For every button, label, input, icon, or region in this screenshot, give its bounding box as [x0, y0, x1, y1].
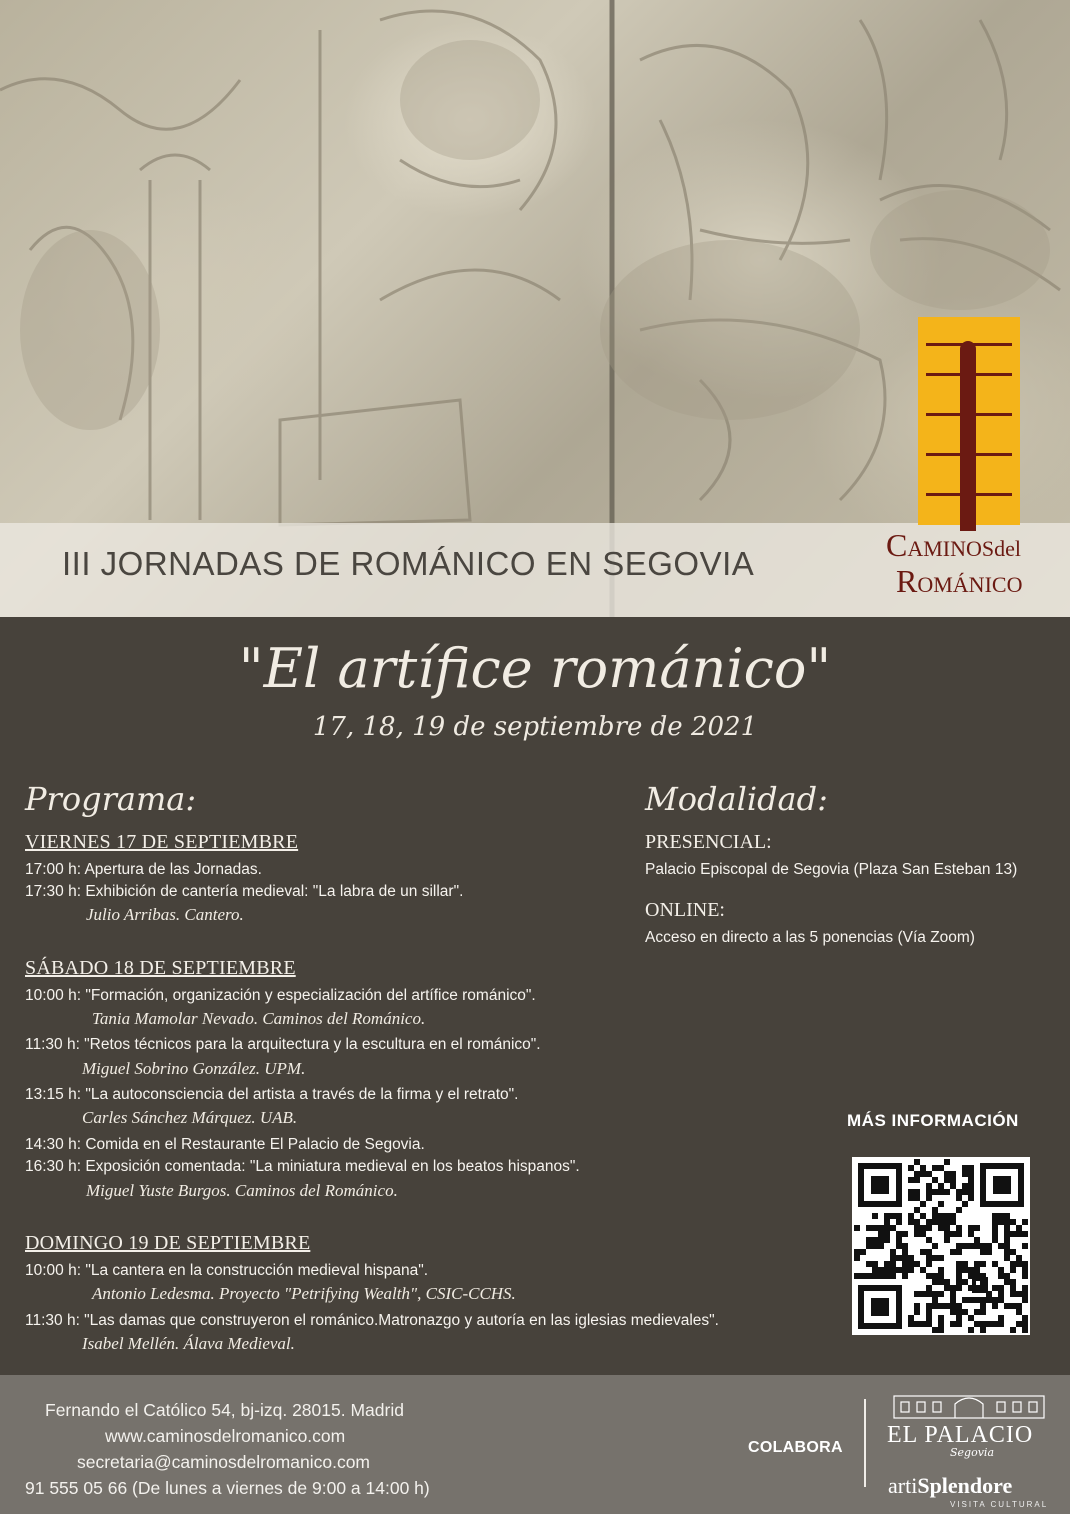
footer-email-link[interactable]: secretaria@caminosdelromanico.com	[77, 1452, 371, 1472]
event-series-title: III JORNADAS DE ROMÁNICO EN SEGOVIA	[62, 545, 755, 582]
footer-phone: 91 555 05 66 (De lunes a viernes de 9:00 a 14:00 h)	[25, 1478, 430, 1498]
hero-image	[0, 0, 1070, 617]
online-text: Acceso en directo a las 5 ponencias (Vía Zoom)	[645, 929, 975, 946]
event-item: 14:30 h: Comida en el Restaurante El Palacio de Segovia.	[25, 1136, 425, 1153]
event-item: 17:00 h: Apertura de las Jornadas.	[25, 861, 262, 878]
partner-artisplendore-sub: VISITA CULTURAL	[950, 1500, 1049, 1509]
day-friday: VIERNES 17 DE SEPTIEMBRE	[25, 831, 299, 853]
partner-el-palacio-sub: Segovia	[950, 1446, 994, 1459]
presencial-venue: Palacio Episcopal de Segovia (Plaza San Esteban 13)	[645, 861, 1018, 878]
logo-wordmark-line1: CAMINOSdel	[886, 527, 1022, 563]
day-saturday: SÁBADO 18 DE SEPTIEMBRE	[25, 957, 296, 979]
partner-artisplendore: artiSplendore	[888, 1473, 1013, 1498]
palace-building-icon	[893, 1390, 1045, 1420]
event-item: 10:00 h: "Formación, organización y especialización del artífice románico".	[25, 987, 536, 1004]
event-item: 11:30 h: "Las damas que construyeron el románico.Matronazgo y autoría en las iglesias medievales".	[25, 1312, 719, 1329]
partner-el-palacio: EL PALACIO	[887, 1422, 1034, 1448]
logo-wordmark-line2: ROMÁNICO	[896, 563, 1023, 599]
main-title: "El artífice románico"	[238, 637, 832, 700]
event-item: 16:30 h: Exposición comentada: "La miniatura medieval en los beatos hispanos".	[25, 1158, 580, 1175]
event-dates: 17, 18, 19 de septiembre de 2021	[312, 712, 758, 742]
event-item: 11:30 h: "Retos técnicos para la arquitectura y la escultura en el románico".	[25, 1036, 541, 1053]
speaker: Miguel Sobrino González. UPM.	[82, 1059, 306, 1078]
speaker: Julio Arribas. Cantero.	[86, 905, 244, 924]
modalidad-heading: Modalidad:	[645, 780, 828, 818]
colabora-label: COLABORA	[748, 1439, 843, 1456]
presencial-label: PRESENCIAL:	[645, 831, 772, 853]
programa-heading: Programa:	[25, 780, 197, 818]
speaker: Tania Mamolar Nevado. Caminos del Románico.	[92, 1009, 426, 1028]
event-item: 13:15 h: "La autoconsciencia del artista a través de la firma y el retrato".	[25, 1086, 519, 1103]
caminos-logo-icon	[918, 317, 1020, 525]
footer-address: Fernando el Católico 54, bj-izq. 28015. Madrid	[45, 1400, 404, 1420]
speaker: Isabel Mellén. Álava Medieval.	[82, 1334, 295, 1353]
speaker: Miguel Yuste Burgos. Caminos del Románico.	[86, 1181, 398, 1200]
event-item: 17:30 h: Exhibición de cantería medieval: "La labra de un sillar".	[25, 883, 464, 900]
speaker: Antonio Ledesma. Proyecto "Petrifying Wealth", CSIC-CCHS.	[92, 1284, 516, 1303]
event-item: 10:00 h: "La cantera en la construcción medieval hispana".	[25, 1262, 429, 1279]
qr-code-icon[interactable]	[852, 1157, 1030, 1335]
speaker: Carles Sánchez Márquez. UAB.	[82, 1108, 298, 1127]
footer-website-link[interactable]: www.caminosdelromanico.com	[105, 1426, 346, 1446]
online-label: ONLINE:	[645, 899, 725, 921]
day-sunday: DOMINGO 19 DE SEPTIEMBRE	[25, 1232, 311, 1254]
divider	[864, 1399, 866, 1487]
more-info-heading: MÁS INFORMACIÓN	[847, 1111, 1019, 1130]
